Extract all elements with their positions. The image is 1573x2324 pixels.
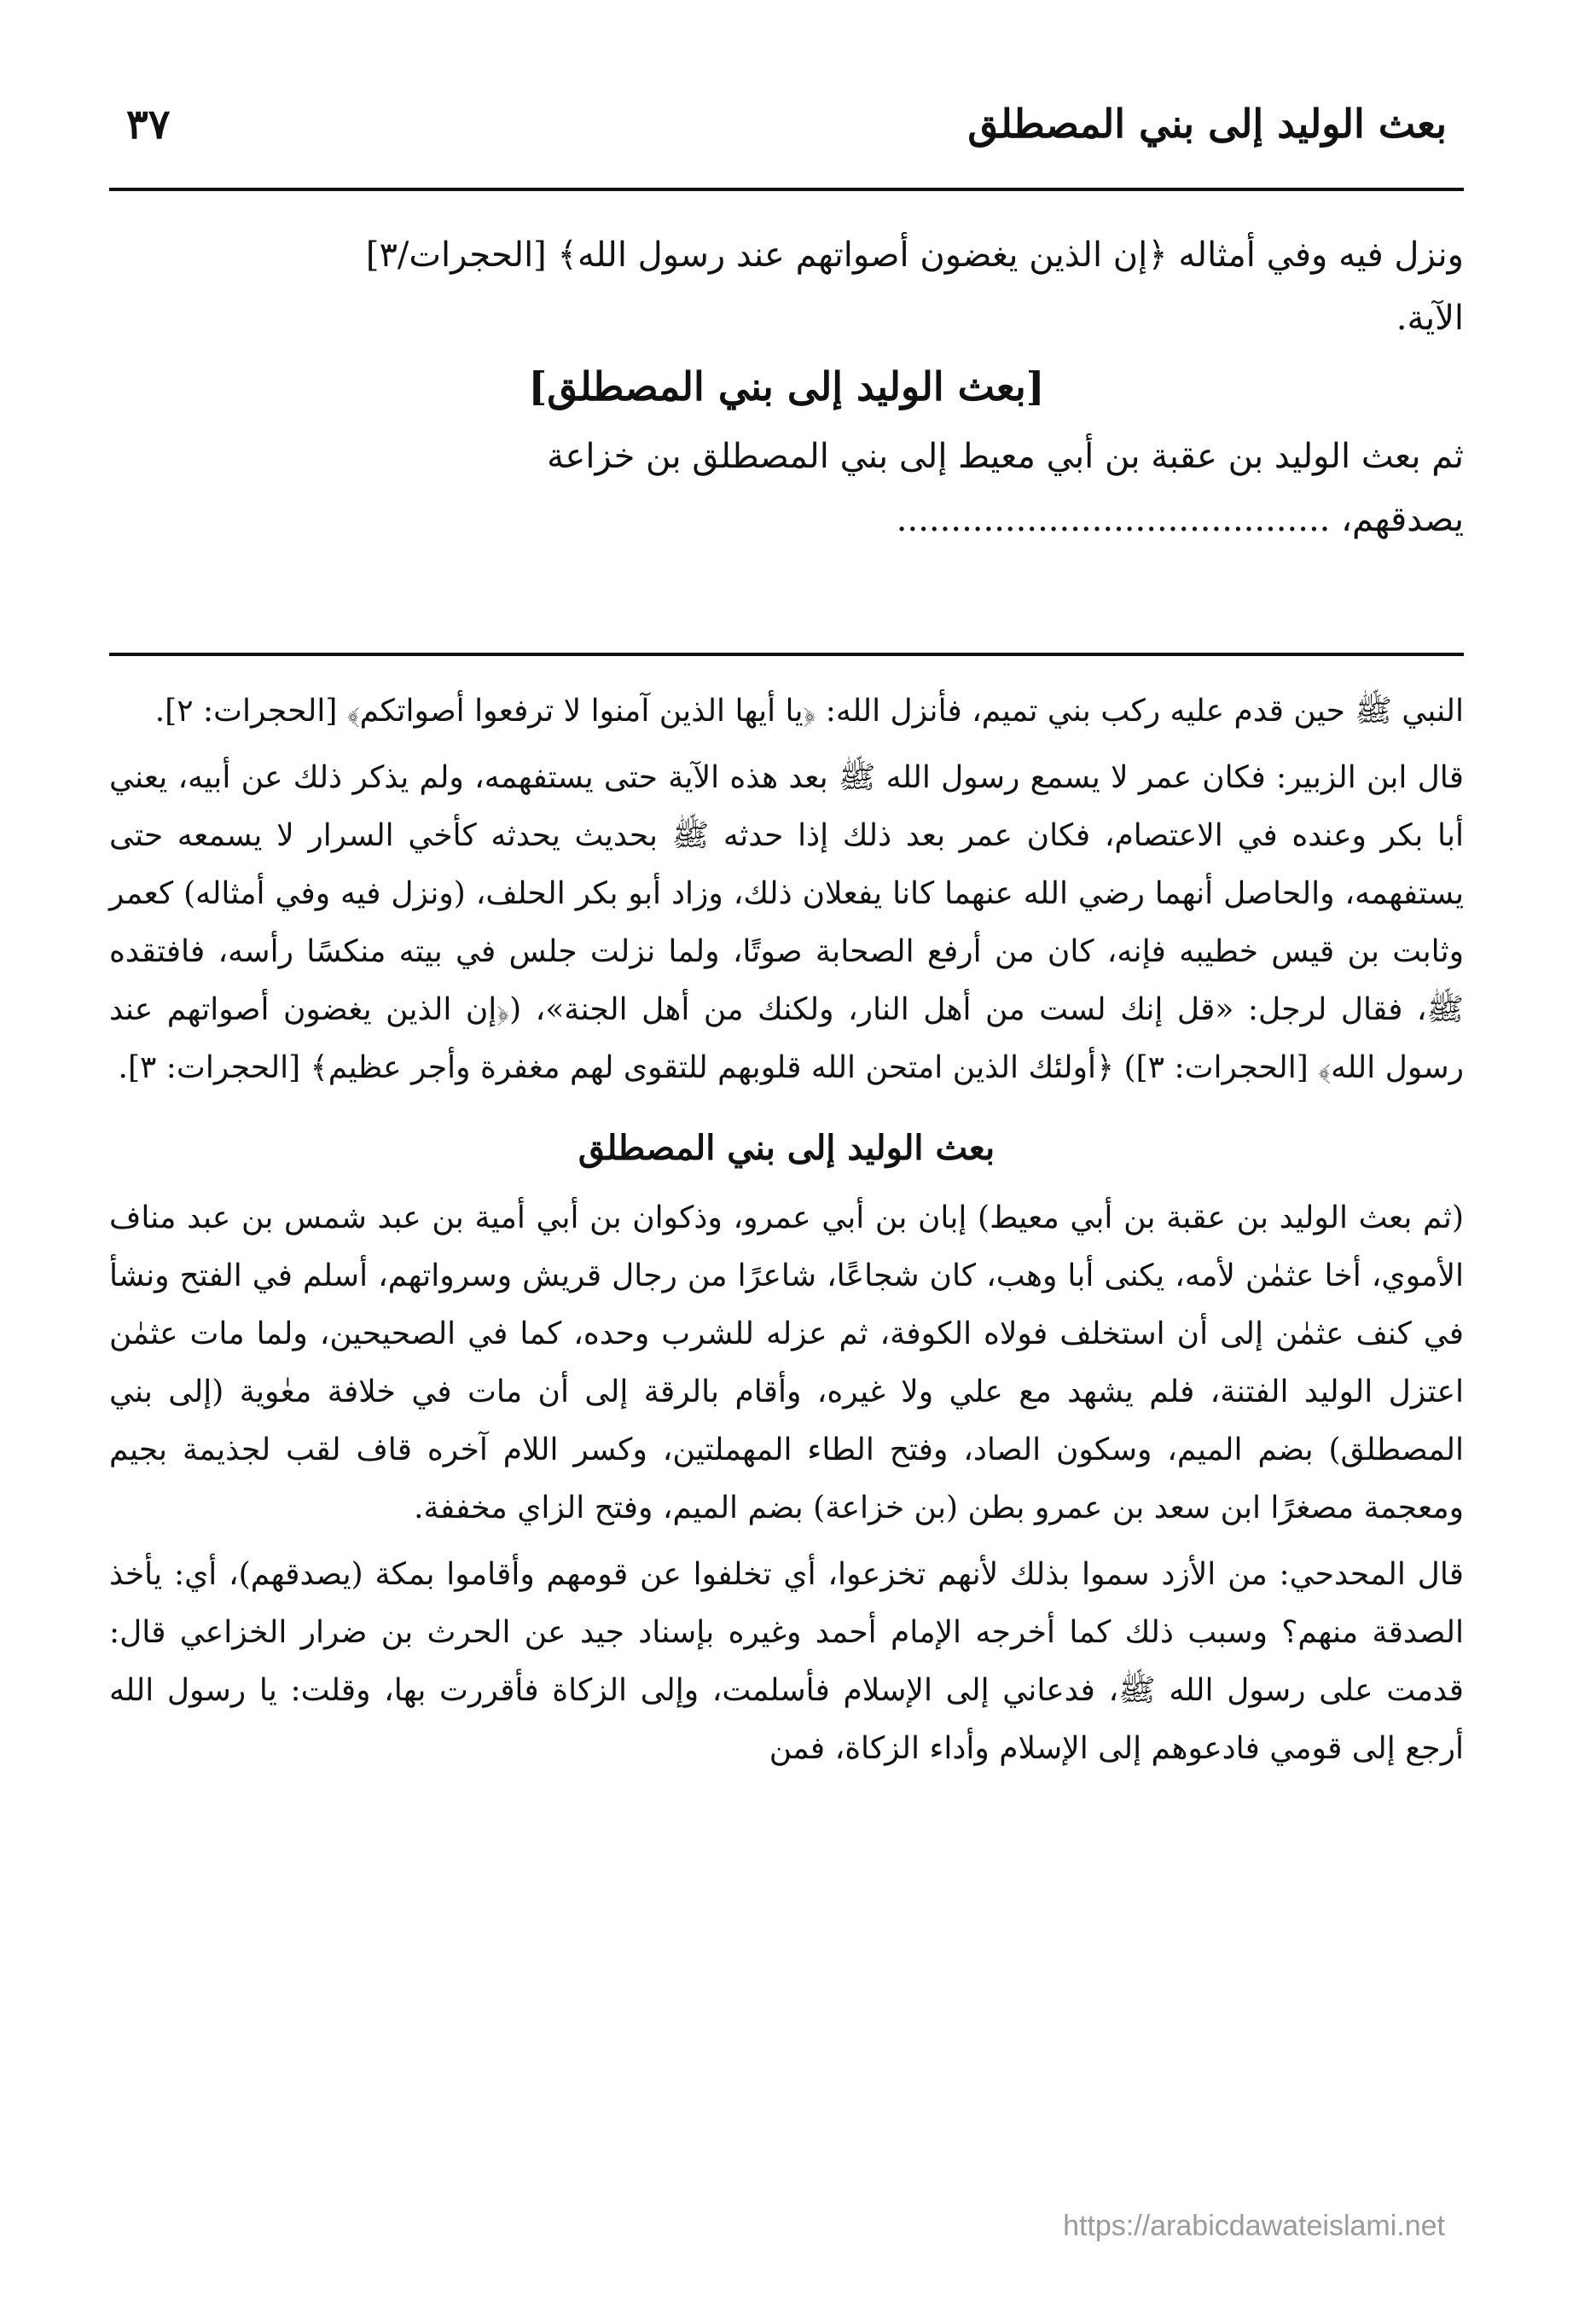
commentary-paragraph: قال ابن الزبير: فكان عمر لا يسمع رسول الله ﷺ بعد هذه الآية حتى يستفهمه، ولم يذكر ذلك عن أبيه، يعني أبا بكر وعنده في الاعتصام، فكان عمر بعد ذلك إذا حدثه ﷺ بحديث يحدثه كأخي السرار لا يسمعه حتى يستفهمه، والحاصل أنهما رضي الله عنهما كانا يفعلان ذلك، وزاد أبو بكر الحلف، (ونزل فيه وفي أمثاله) كعمر وثابت بن قيس خطيبه فإنه، كان من أرفع الصحابة صوتًا، ولما نزلت جلس في بيته منكسًا رأسه، فافتقده ﷺ، فقال لرجل: «قل إنك لست من أهل النار، ولكنك من أهل الجنة»، (﴿إن الذين يغضون أصواتهم عند رسول الله﴾ [الحجرات: ٣]) ﴿أولئك الذين امتحن الله قلوبهم للتقوى لهم مغفرة وأجر عظيم﴾ [الحجرات: ٣]. — [109, 760, 1465, 1085]
section-heading: بعث الوليد إلى بني المصطلق — [578, 1128, 995, 1168]
commentary-paragraph: (ثم بعث الوليد بن عقبة بن أبي معيط) إبان بن أبي عمرو، وذكوان بن أبي أمية بن عبد شمس بن عبد مناف الأموي، أخا عثمٰن لأمه، يكنى أبا وهب، كان شجاعًا، شاعرًا من رجال قريش وسرواتهم، أسلم في الفتح ونشأ في كنف عثمٰن إلى أن استخلف فولاه الكوفة، ثم عزله للشرب وحده، كما في الصحيحين، ولما مات عثمٰن اعتزل الوليد الفتنة، فلم يشهد مع علي ولا غيره، وأقام بالرقة إلى أن مات في خلافة معٰوية (إلى بني المصطلق) بضم الميم، وسكون الصاد، وفتح الطاء المهملتين، وكسر اللام آخره قاف لقب لجذيمة بجيم ومعجمة مصغرًا ابن سعد بن عمرو بطن (بن خزاعة) بضم الميم، وفتح الزاي مخففة. — [109, 1200, 1464, 1525]
commentary-paragraph: النبي ﷺ حين قدم عليه ركب بني تميم، فأنزل الله: ﴿يا أيها الذين آمنوا لا ترفعوا أصواتكم﴾ [الحجرات: ٢]. — [154, 694, 1464, 729]
commentary-paragraph: قال المحدحي: من الأزد سموا بذلك لأنهم تخزعوا، أي تخلفوا عن قومهم وأقاموا بمكة (يصدقهم)، أي: يأخذ الصدقة منهم؟ وسبب ذلك كما أخرجه الإمام أحمد وغيره بإسناد جيد عن الحرث بن ضرار الخزاعي قال: قدمت على رسول الله ﷺ، فدعاني إلى الإسلام فأسلمت، وإلى الزكاة فأقررت بها، وقلت: يا رسول الله أرجع إلى قومي فادعوهم إلى الإسلام وأداء الزكاة، فمن — [109, 1557, 1464, 1766]
section-heading: [بعث الوليد إلى بني المصطلق] — [528, 363, 1045, 410]
commentary-text — [109, 683, 1464, 1787]
running-header — [109, 101, 1464, 169]
matn-line: ثم بعث الوليد بن عقبة بن أبي معيط إلى بني المصطلق بن خزاعة — [547, 437, 1464, 476]
matn-line — [109, 488, 1464, 551]
separator-rule — [109, 653, 1464, 656]
matn-text — [109, 224, 1464, 551]
matn-word: يصدقهم، — [1341, 500, 1464, 539]
running-title: بعث الوليد إلى بني المصطلق — [967, 101, 1447, 147]
dotted-leader: ........................................ — [896, 500, 1331, 539]
matn-line: ونزل فيه وفي أمثاله ﴿إن الذين يغضون أصواتهم عند رسول الله﴾ [الحجرات/٣] — [365, 235, 1464, 275]
book-page — [109, 0, 1464, 2324]
watermark-url: https://arabicdawateislami.net — [1063, 2210, 1445, 2242]
page-number: ٣٧ — [126, 101, 171, 148]
matn-line: الآية. — [1396, 299, 1464, 338]
header-rule — [109, 188, 1464, 191]
